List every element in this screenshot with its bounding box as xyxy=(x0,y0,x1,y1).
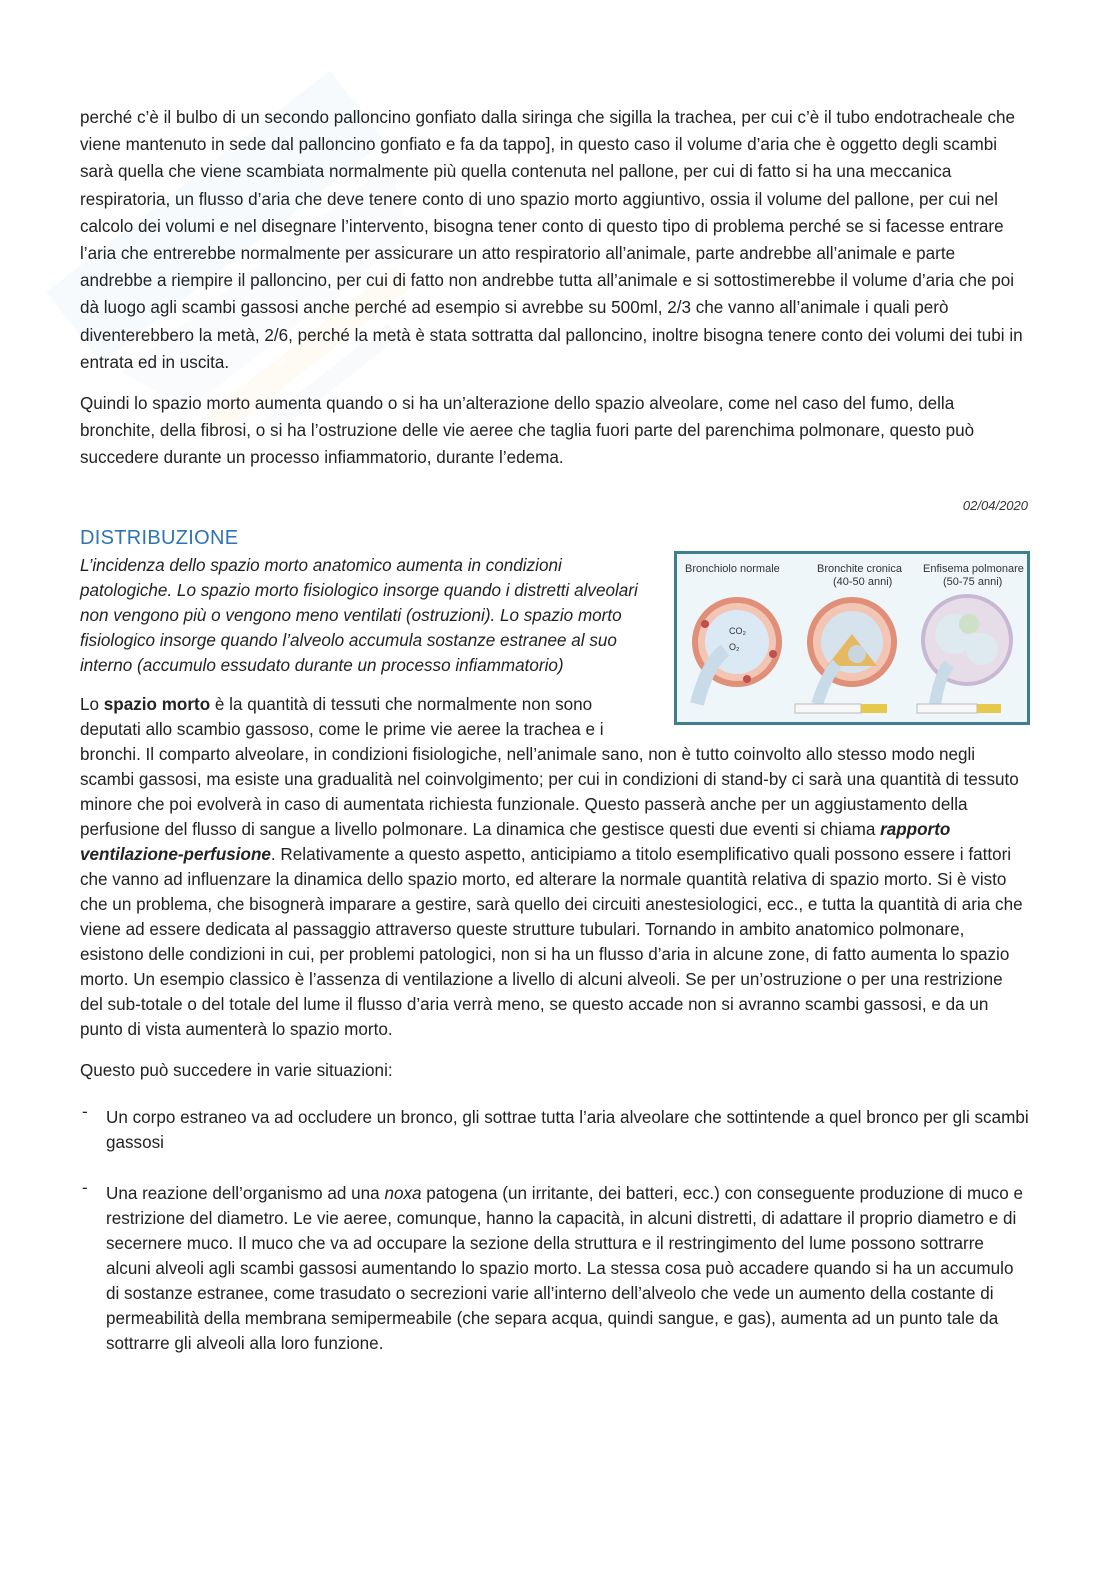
situations-list xyxy=(80,1102,1030,1356)
intro-paragraph-1: perché c’è il bulbo di un secondo palloncino gonfiato dalla siringa che sigilla la trachea, per cui c’è il tubo endotracheale che viene mantenuto in sede dal palloncino gonfiato e fa da tappo], in questo caso il volume d’aria che è oggetto degli scambi sarà quella che viene scambiata normalmente più quella contenuta nel pallone, per cui di fatto si ha una meccanica respiratoria, un flusso d’aria che deve tenere conto di uno spazio morto aggiuntivo, ossia il volume del pallone, per cui nel calcolo dei volumi e nel disegnare l’intervento, bisogna tener conto di questo tipo di problema perché se si facesse entrare l’aria che entrerebbe normalmente per assicurare un atto respiratorio all’animale, parte andrebbe all’animale e parte andrebbe a riempire il palloncino, per cui di fatto non andrebbe tutta all’animale e si sottostimerebbe il volume d’aria che poi dà luogo agli scambi gassosi anche perché ad esempio si avrebbe su 500ml, 2/3 che vanno all’animale i quali però diventerebbero la metà, 2/6, perché la metà è stata sottratta dal palloncino, inoltre bisogna tenere conto dei volumi dei tubi in entrata ed in uscita. xyxy=(80,108,1023,372)
p3-end: . Relativamente a questo aspetto, anticipiamo a titolo esemplificativo quali possono essere i fattori che vanno ad influenzare la dinamica dello spazio morto, ed alterare la normale quantità relativa di spazio morto. Si è visto che un problema, che bisognerà imparare a gestire, sarà quello dei circuiti anestesiologici, ecc., e tutta la quantità di aria che viene ad essere dedicata al passaggio attraverso queste strutture tubulari. Tornando in ambito anatomico polmonare, esistono delle condizioni in cui, per problemi patologici, non si ha un flusso d’aria in alcune zone, di fatto aumenta lo spazio morto. Un esempio classico è l’assenza di ventilazione a livello di alcuni alveoli. Se per un’ostruzione o per una restrizione del sub-totale o del totale del lume il flusso d’aria verrà meno, se questo accade non si avranno scambi gassosi, e da un punto di vista aumenterà lo spazio morto. xyxy=(80,845,1023,1040)
bullet-dash: - xyxy=(82,1178,88,1198)
bronchiole-illustration xyxy=(674,551,1030,725)
section-intro-italic: L’incidenza dello spazio morto anatomico aumenta in condizioni patologiche. Lo spazio morto fisiologico insorge quando i distretti alveolari non vengono più o vengono meno ventilati (ostruzioni). Lo spazio morto fisiologico insorge quando l’alveolo accumula sostanze estranee al suo interno (accumulo essudato durante un processo infiammatorio) xyxy=(80,556,638,676)
list-item-text: Un corpo estraneo va ad occludere un bronco, gli sottrae tutta l’aria alveolare che sottintende a quel bronco per gli scambi gassosi xyxy=(106,1108,1029,1153)
list-item-text-pre: Una reazione dell’organismo ad una xyxy=(106,1184,385,1204)
document-page xyxy=(80,104,1030,1382)
section-heading: DISTRIBUZIONE xyxy=(80,527,239,550)
o2-label: O₂ xyxy=(729,642,740,653)
figure-label-normal: Bronchiolo normale xyxy=(685,563,780,576)
figure-label-bronchitis-age: (40-50 anni) xyxy=(833,576,893,589)
intro-paragraph-2: Quindi lo spazio morto aumenta quando o si ha un’alterazione dello spazio alveolare, come nel caso del fumo, della bronchite, della fibrosi, o si ha l’ostruzione delle vie aeree che taglia fuori parte del parenchima polmonare, questo può succedere durante un processo infiammatorio, durante l’edema. xyxy=(80,394,975,468)
list-item-text-post: patogena (un irritante, dei batteri, ecc.) con conseguente produzione di muco e restrizione del diametro. Le vie aeree, comunque, hanno la capacità, in alcuni distretti, di adattare il proprio diametro e di secernere muco. Il muco che va ad occupare la sezione della struttura e il restringimento del lume possono sottrarre alcuni alveoli agli scambi gassosi aumentando lo spazio morto. La stessa cosa può accadere quando si ha un accumulo di sostanze estranee, come trasudato o secrezioni varie all’interno dell’alveolo che vede un aumento della costante di permeabilità della membrana semipermeabile (che separa acqua, quindi sangue, e gas), aumenta ad un punto tale da sottrarre gli alveoli alla loro funzione. xyxy=(106,1184,1024,1354)
p3-start: Lo xyxy=(80,695,104,715)
list-item xyxy=(80,1178,1030,1356)
list-item-italic: noxa xyxy=(384,1184,422,1204)
figure-label-bronchitis: Bronchite cronica xyxy=(817,563,902,576)
bullet-dash: - xyxy=(82,1102,88,1122)
p3-emphasis-term: rapporto ventilazione-perfusione xyxy=(80,820,951,865)
co2-label: CO₂ xyxy=(729,626,746,637)
figure-label-emphysema-age: (50-75 anni) xyxy=(943,576,1003,589)
p3-bold-term: spazio morto xyxy=(103,695,211,715)
figure-label-emphysema: Enfisema polmonare xyxy=(923,563,1024,576)
illustration-svg xyxy=(677,554,1027,722)
situations-intro: Questo può succedere in varie situazioni: xyxy=(80,1061,393,1081)
p3-mid: è la quantità di tessuti che normalmente non sono deputati allo scambio gassoso, come le prime vie aeree la trachea e i bronchi. Il comparto alveolare, in condizioni fisiologiche, nell’animale sano, non è tutto coinvolto allo stesso modo negli scambi gassosi, ma esiste una gradualità nel coinvolgimento; per cui in condizioni di stand-by ci sarà una quantità di tessuto minore che poi evolverà in caso di aumentata richiesta funzionale. Questo passerà anche per un aggiustamento della perfusione del flusso di sangue a livello polmonare. La dinamica che gestisce questi due eventi si chiama xyxy=(80,695,1019,840)
lecture-date: 02/04/2020 xyxy=(962,498,1028,514)
list-item xyxy=(80,1102,1030,1155)
dead-space-paragraph xyxy=(80,692,1030,1042)
